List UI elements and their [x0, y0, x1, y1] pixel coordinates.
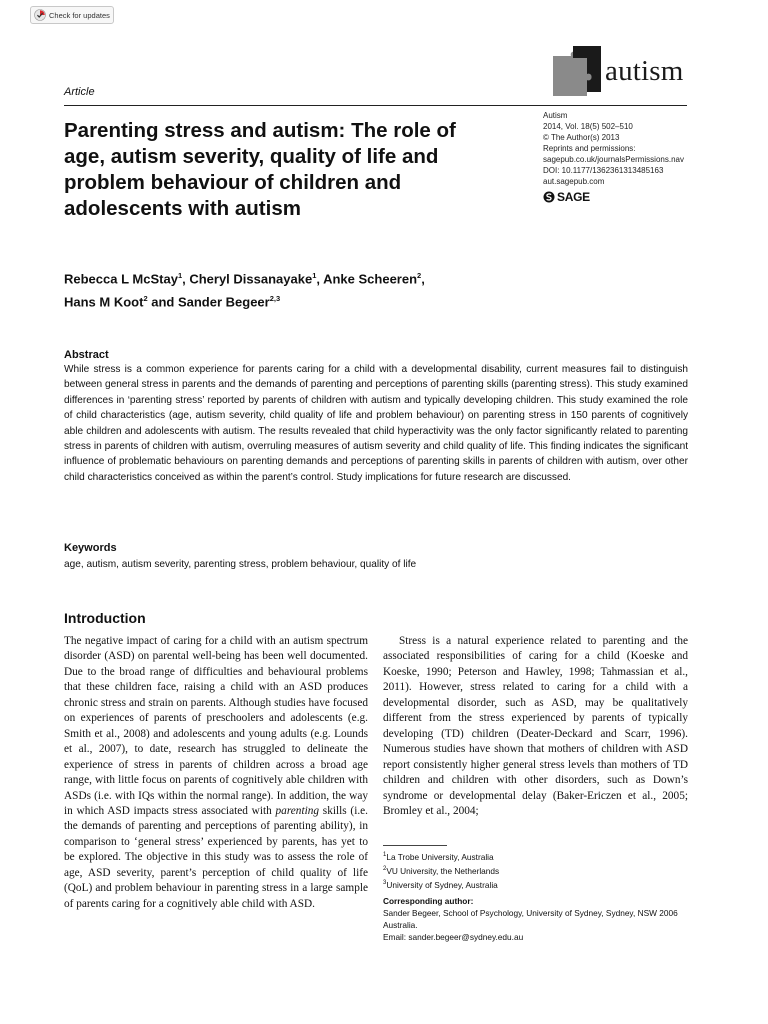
author-name: , Anke Scheeren — [316, 271, 418, 287]
affiliation-marker: 2 — [143, 294, 148, 304]
affiliation-marker: 1 — [312, 271, 317, 280]
publisher-name: SAGE — [557, 190, 590, 204]
corresponding-author — [383, 895, 688, 943]
footnote-marker: 2 — [383, 865, 387, 872]
introduction-heading: Introduction — [64, 610, 146, 626]
crossmark-icon — [34, 9, 46, 21]
footnote-text: University of Sydney, Australia — [386, 879, 498, 890]
footnote-marker: 3 — [383, 879, 387, 886]
corresponding-author-heading: Corresponding author: — [383, 896, 474, 906]
footnote-text: VU University, the Netherlands — [386, 865, 500, 876]
corresponding-author-address: Sander Begeer, School of Psychology, University of Sydney, Sydney, NSW 2006 Australia. — [383, 908, 678, 930]
check-for-updates-button[interactable] — [30, 6, 114, 24]
publisher-logo — [543, 190, 590, 204]
meta-permissions-link[interactable]: sagepub.co.uk/journalsPermissions.nav — [543, 155, 684, 164]
body-text: skills (i.e. the demands of parenting and perceptions of parenting ability), in comparison to ‘general stress’ experienced by parents, has yet to be explored. The objective in this study was to assess the role of age, ASD severity, parent’s perception of child quality of life (QoL) and problem behaviour in parenting stress in a large sample of parents caring for a cognitively able child with ASD. — [64, 804, 368, 910]
meta-copyright: © The Author(s) 2013 — [543, 133, 620, 142]
footnote-item — [383, 863, 688, 877]
author-name: , Cheryl Dissanayake — [182, 271, 313, 287]
abstract-heading: Abstract — [64, 349, 109, 361]
abstract-text: While stress is a common experience for parents caring for a child with a developmental disability, current measures fail to distinguish between general stress in parents and the demands of parenting and perceptions of parenting skills (parenting stress). This study examined differences in ‘parenting stress’ reported by parents of children with autism and typically developing children. This study examined the role of child characteristics (age, autism severity, child quality of life and problem behaviour) on parenting stress in 150 parents of cognitively able children and adolescents with autism. The results revealed that child hyperactivity was the only factor significantly related to parenting stress in parents of children with autism, overruling measures of autism severity and child quality of life. This finding indicates the significant influence of problematic behaviours on parenting demands and perceptions of parenting skills in parents of children with autism, over other child characteristics conceived as within the parent’s control. Study implications for future research are discussed. — [64, 364, 688, 483]
footnote-item — [383, 849, 688, 863]
author-name: Rebecca L McStay — [64, 271, 178, 287]
journal-metadata — [543, 110, 703, 187]
footnote-divider — [383, 845, 447, 846]
affiliation-marker: 2 — [417, 271, 422, 280]
keywords-text: age, autism, autism severity, parenting stress, problem behaviour, quality of life — [64, 559, 417, 570]
sage-logo-icon — [543, 191, 555, 203]
article-type-label: Article — [64, 86, 95, 98]
keywords-heading: Keywords — [64, 542, 117, 554]
journal-logo-text: autism — [605, 55, 684, 87]
check-for-updates-label: Check for updates — [49, 10, 110, 20]
meta-journal-link[interactable]: aut.sagepub.com — [543, 177, 605, 186]
footnote-marker: 1 — [383, 852, 387, 858]
meta-volume: 2014, Vol. 18(5) 502–510 — [543, 122, 633, 131]
author-line-1 — [64, 266, 624, 289]
body-text-emphasis: parenting — [275, 804, 320, 817]
meta-journal: Autism — [543, 111, 568, 120]
affiliation-marker: 1 — [177, 271, 183, 280]
meta-reprints: Reprints and permissions: — [543, 144, 636, 153]
author-list — [64, 266, 624, 313]
footnote-text: La Trobe University, Australia — [386, 851, 494, 862]
body-column-right: Stress is a natural experience related to parenting and the associated responsibilities of caring for a child (Koeske and Koeske, 1990; Peterson and Hawley, 1998; Tahmassian et al., 2011). However, stress related to caring for a child with a developmental disorder, such as ASD, may be qualitatively different from the stress experienced by parents of typically developing (TD) children (Deater-Deckard and Scarr, 1996). Numerous studies have shown that mothers of children with ASD report consistently higher general stress levels than mothers of TD children and children with other disorders, such as Down’s syndrome or developmental delay (Baker-Ericzen et al., 2005; Bromley et al., 2004; — [383, 635, 688, 817]
meta-doi[interactable]: DOI: 10.1177/1362361313485163 — [543, 166, 664, 175]
body-text: The negative impact of caring for a child with an autism spectrum disorder (ASD) on parental well-being has been well documented. Due to the broad range of difficulties and behavioural problems that these children face, raising a child with an ASD produces chronic stress and strain on parents. Although studies have focused on experiences of parents of preschoolers and adolescents (e.g. Smith et al., 2008) and adolescents and young adults (e.g. Lounds et al., 2007), to date, research has struggled to delineate the experience of stress in parents of children across a broad age range, with little focus on parents of cognitively able children with ASDs (i.e. with IQs within the normal range). In addition, the way in which ASD impacts stress associated with — [64, 635, 368, 817]
footnote-item — [383, 877, 688, 891]
body-column-left — [64, 634, 368, 912]
author-name: Hans M Koot — [64, 294, 144, 310]
author-name: and Sander Begeer — [147, 294, 270, 310]
header-divider — [64, 105, 687, 106]
affiliation-footnotes — [383, 849, 688, 890]
author-separator: , — [421, 271, 425, 287]
paper-title: Parenting stress and autism: The role of age, autism severity, quality of life and problem behaviour of children and adolescents with autism — [64, 119, 456, 220]
affiliation-marker: 2,3 — [269, 294, 281, 304]
author-line-2 — [64, 289, 624, 312]
corresponding-author-email[interactable]: Email: sander.begeer@sydney.edu.au — [383, 932, 524, 942]
